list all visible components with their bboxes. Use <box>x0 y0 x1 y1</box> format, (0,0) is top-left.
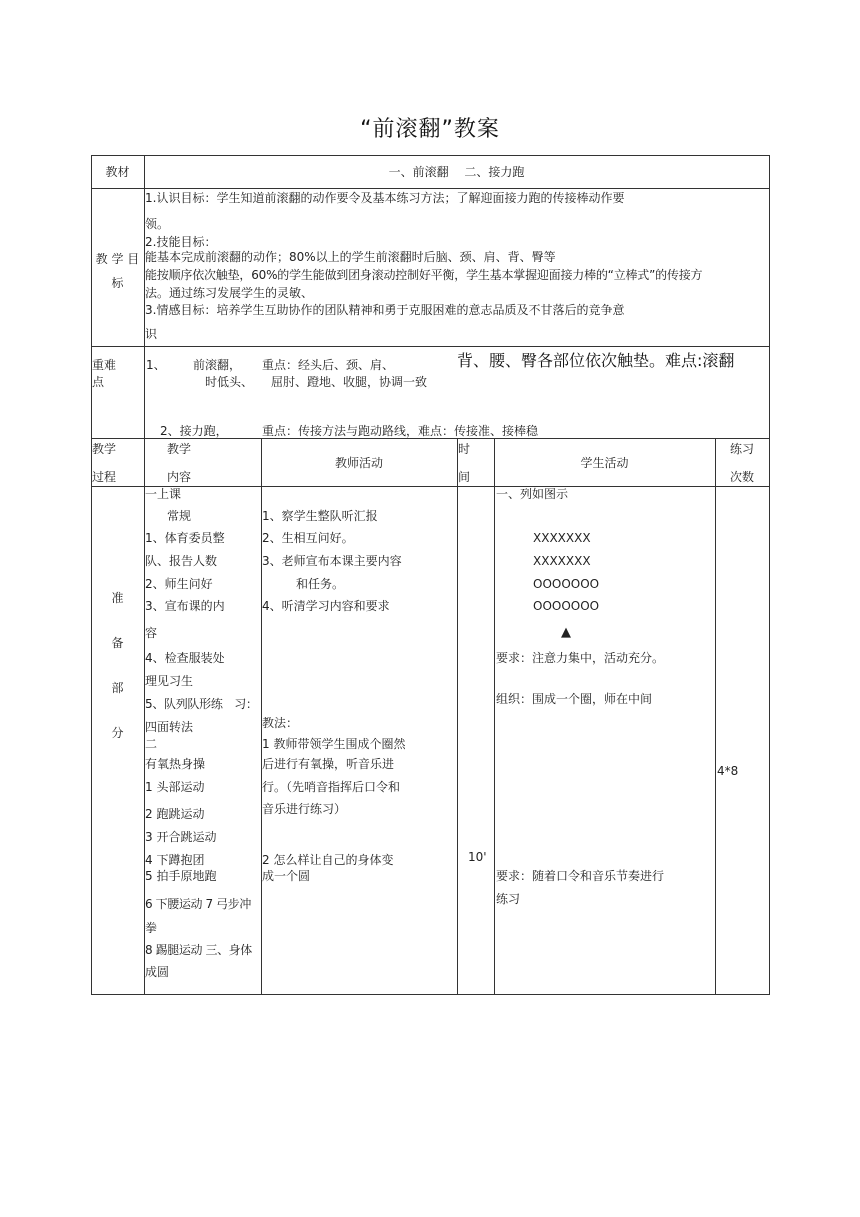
keypoint-1-name: 前滚翻， <box>193 358 242 372</box>
objective-line: 能按顺序依次触垫，60%的学生能做到团身滚动控制好平衡，学生基本掌握迎面接力棒的“立棒式”的传接方 <box>145 268 703 282</box>
section-label: 分 <box>111 726 124 740</box>
content-line: 5 拍手原地跑 <box>145 869 217 883</box>
keypoint-2-name: 2、接力跑， <box>160 424 228 438</box>
teacher-line: 后进行有氧操，听音乐进 <box>262 757 395 771</box>
content-line: 3、宣布课的内 <box>145 599 225 613</box>
formation-row: OOOOOOO <box>533 599 600 613</box>
content-line: 2 跑跳运动 <box>145 807 205 821</box>
teacher-line: 4、听清学习内容和要求 <box>262 599 390 613</box>
teacher-line: 3、老师宣布本课主要内容 <box>262 554 402 568</box>
objective-line: 1.认识目标：学生知道前滚翻的动作要令及基本练习方法；了解迎面接力跑的传接棒动作要 <box>145 191 625 205</box>
keypoints-label-2: 点 <box>92 375 105 389</box>
student-line: 组织：围成一个圈，师在中间 <box>496 692 653 706</box>
content-line: 8 踢腿运动 三、身体 <box>145 943 252 957</box>
keypoints-label: 重难 <box>92 358 117 372</box>
student-line: 一、列如图示 <box>496 487 569 501</box>
objective-line: 能基本完成前滚翻的动作；80%以上的学生前滚翻时后脑、颈、肩、背、臀等 <box>145 250 556 264</box>
teacher-line: 成一个圆 <box>262 869 311 883</box>
time-value: 10' <box>468 850 487 864</box>
objectives-label: 教 学 目 <box>95 252 140 266</box>
content-line: 四面转法 <box>145 720 194 734</box>
content-line: 2、师生问好 <box>145 577 213 591</box>
content-line: 理见习生 <box>145 674 194 688</box>
header-time-2: 间 <box>458 470 471 484</box>
header-student: 学生活动 <box>580 456 629 470</box>
teacher-line: 教法： <box>262 716 299 730</box>
student-line: 要求：随着口令和音乐节奏进行 <box>496 869 665 883</box>
material-content: 一、前滚翻 二、接力跑 <box>388 165 525 179</box>
material-label: 教材 <box>105 165 130 179</box>
content-line: 6 下腰运动 7 弓步冲 <box>145 897 251 911</box>
keypoint-1-emphasis: 背、腰、臀各部位依次触垫。难点:滚翻 <box>457 351 735 370</box>
teacher-line: 音乐进行练习） <box>262 802 347 816</box>
formation-row: XXXXXXX <box>533 554 591 568</box>
header-teacher: 教师活动 <box>334 456 383 470</box>
teacher-line: 行。（先哨音指挥后口令和 <box>262 780 401 794</box>
content-line: 1 头部运动 <box>145 780 205 794</box>
section-label: 备 <box>111 636 124 650</box>
content-line: 4、检查服装处 <box>145 651 225 665</box>
header-time: 时 <box>458 442 471 456</box>
section-label: 部 <box>111 681 124 695</box>
section-label: 准 <box>111 591 124 605</box>
formation-row: OOOOOOO <box>533 577 600 591</box>
keypoint-1-line2b: 屈肘、蹬地、收腿，协调一致 <box>271 375 428 389</box>
content-line: 1、体育委员整 <box>145 531 225 545</box>
keypoint-1-line2a: 时低头、 <box>205 375 254 389</box>
content-line: 拳 <box>145 921 158 935</box>
content-line: 容 <box>145 626 158 640</box>
content-line: 成圆 <box>145 965 170 979</box>
content-line: 二 <box>145 737 158 751</box>
teacher-line: 2、生相互问好。 <box>262 531 354 545</box>
objective-line: 3.情感目标：培养学生互助协作的团队精神和勇于克服困难的意志品质及不甘落后的竞争意 <box>145 303 625 317</box>
page-title: “前滚翻”教案 <box>360 117 500 142</box>
content-line: 队、报告人数 <box>145 554 218 568</box>
keypoint-2-text: 重点：传接方法与跑动路线，难点：传接准、接棒稳 <box>262 424 539 438</box>
header-process: 教学 <box>92 442 117 456</box>
teacher-line: 2 怎么样让自己的身体变 <box>262 853 394 867</box>
teacher-line: 1 教师带领学生围成个圈然 <box>262 737 406 751</box>
student-line: 练习 <box>496 892 521 906</box>
header-content-2: 内容 <box>167 470 192 484</box>
teacher-line: 1、察学生整队听汇报 <box>262 509 378 523</box>
keypoint-1-num: 1、 <box>146 358 166 372</box>
formation-row: XXXXXXX <box>533 531 591 545</box>
student-line: 要求：注意力集中，活动充分。 <box>496 651 665 665</box>
objective-line: 领。 <box>145 217 170 231</box>
content-line: 一上课 <box>145 487 182 501</box>
objective-line: 识 <box>145 327 158 341</box>
keypoint-1-key: 重点：经头后、颈、肩、 <box>262 358 395 372</box>
objective-line: 2.技能目标： <box>145 235 217 249</box>
content-line: 5、队列队形练 习： <box>145 697 258 711</box>
teacher-marker-icon: ▲ <box>561 625 571 640</box>
header-count: 练习 <box>729 442 754 456</box>
header-process-2: 过程 <box>92 470 117 484</box>
count-value: 4*8 <box>717 764 739 778</box>
content-line: 常规 <box>167 509 192 523</box>
header-count-2: 次数 <box>729 470 754 484</box>
objective-line: 法。通过练习发展学生的灵敏、 <box>145 286 314 300</box>
header-content: 教学 <box>167 442 192 456</box>
content-line: 3 开合跳运动 <box>145 830 217 844</box>
content-line: 有氧热身操 <box>145 757 206 771</box>
teacher-line: 和任务。 <box>296 577 345 591</box>
content-line: 4 下蹲抱团 <box>145 853 205 867</box>
objectives-label-2: 标 <box>111 276 124 290</box>
